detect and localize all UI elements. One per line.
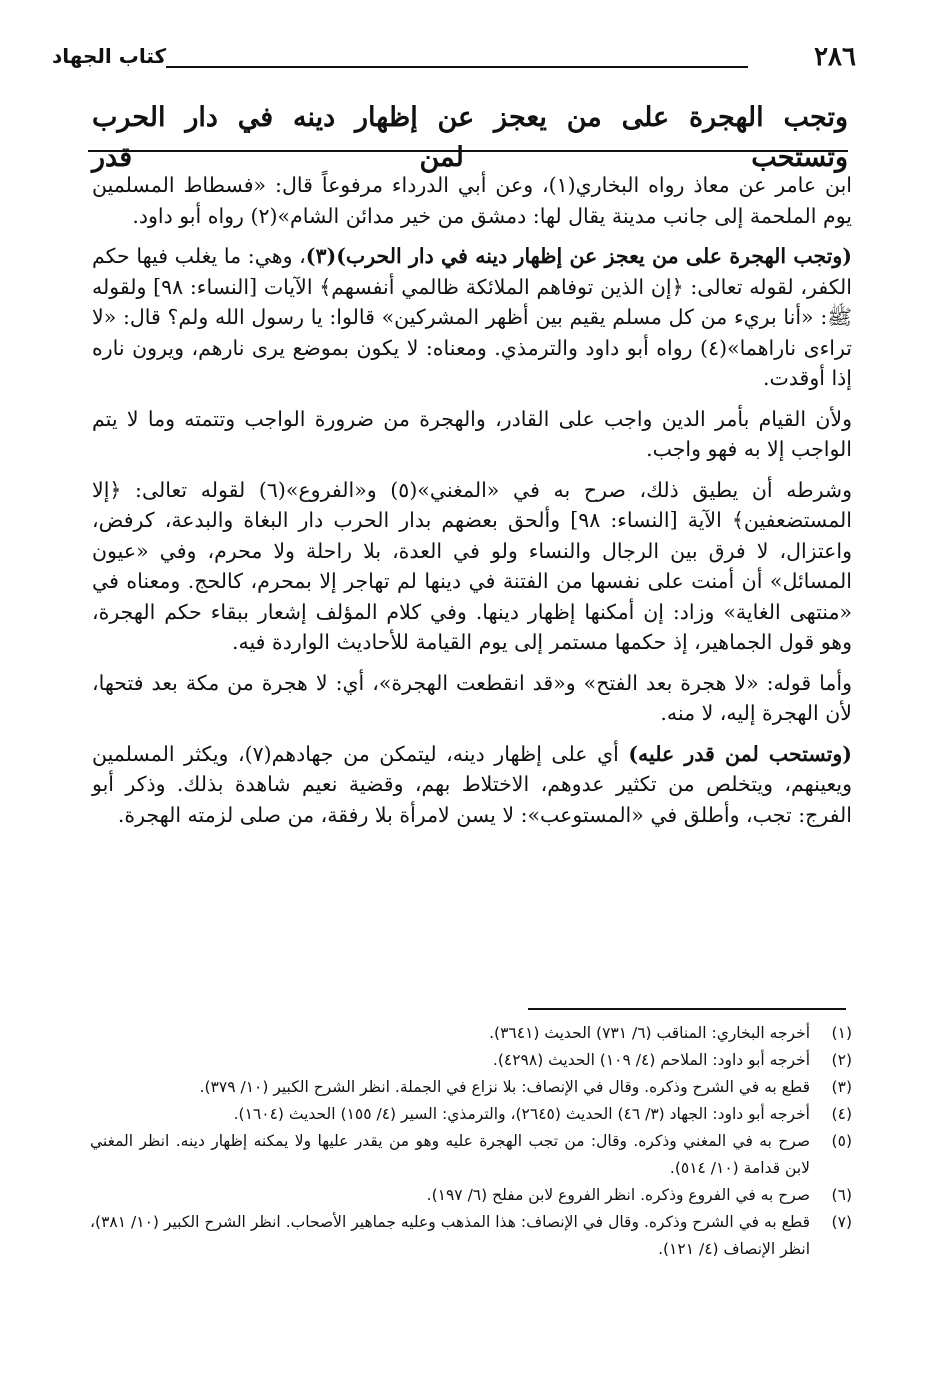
footnote-text: صرح به في الفروع وذكره. انظر الفروع لابن مفلح (٦/ ١٩٧). (426, 1186, 810, 1204)
footnote-text: صرح به في المغني وذكره. وقال: من تجب الهجرة عليه وهو من يقدر عليها ولا يمكنه إظهار دينه. انظر المغني لابن قدامة (١٠/ ٥١٤). (90, 1132, 810, 1177)
paragraph-text: ابن عامر عن معاذ رواه البخاري(١)، وعن أبي الدرداء مرفوعاً قال: «فسطاط المسلمين يوم الملحمة إلى جانب مدينة يقال لها: دمشق من خير مدائن الشام»(٢) رواه أبو داود. (92, 173, 852, 228)
book-title: كتاب الجهاد (52, 44, 167, 68)
paragraph-text: وأما قوله: «لا هجرة بعد الفتح» و«قد انقطعت الهجرة»، أي: لا هجرة من مكة بعد فتحها، لأن الهجرة إليه، لا منه. (92, 670, 852, 725)
footnote-item (90, 1209, 852, 1263)
page-header (50, 42, 856, 76)
footnote-item (90, 1182, 852, 1209)
matn-divider (88, 150, 848, 152)
footnote-number: (٥) (831, 1132, 852, 1150)
footnote-text: قطع به في الشرح وذكره. وقال في الإنصاف: هذا المذهب وعليه جماهير الأصحاب. انظر الشرح الكبير (١٠/ ٣٨١)، انظر الإنصاف (٤/ ١٢١). (90, 1213, 810, 1258)
footnote-number: (٤) (831, 1105, 852, 1123)
footnote-item (90, 1047, 852, 1074)
page-number: ٢٨٦ (814, 42, 856, 72)
footnote-number: (٧) (831, 1213, 852, 1231)
header-rule (166, 66, 748, 68)
footnote-item (90, 1020, 852, 1047)
footnote-number: (٣) (831, 1078, 852, 1096)
paragraph-3 (92, 404, 852, 465)
paragraph-4 (92, 475, 852, 658)
paragraph-bold-lead: (وتجب الهجرة على من يعجز عن إظهار دينه في دار الحرب)(٣) (305, 244, 852, 268)
paragraph-text: ولأن القيام بأمر الدين واجب على القادر، والهجرة من ضرورة الواجب وتتمته وما لا يتم الواجب إلا به فهو واجب. (92, 406, 852, 461)
footnote-item (90, 1074, 852, 1101)
footnote-item (90, 1128, 852, 1182)
footnote-number: (٦) (831, 1186, 852, 1204)
paragraph-text: وشرطه أن يطيق ذلك، صرح به في «المغني»(٥) و«الفروع»(٦) لقوله تعالى: ﴿إلا المستضعفين﴾ الآية [النساء: ٩٨] وألحق بعضهم بدار الحرب دار البغاة والبدعة، كرفض، واعتزال، لا فرق بين الرجال والنساء ولو في العدة، بلا راحلة ولا محرم، وفي «عيون المسائل» أن أمنت على نفسها من الفتنة في دينها لم تهاجر إلا بمحرم، كالحج. ومعناه في «منتهى الغاية» وزاد: إن أمكنها إظهار دينها. وفي كلام المؤلف إشعار ببقاء حكم الهجرة، وهو قول الجماهير، إذ حكمها مستمر إلى يوم القيامة للأحاديث الواردة فيه. (92, 477, 852, 654)
paragraph-text: أي على إظهار دينه، ليتمكن من جهادهم(٧)، ويكثر المسلمين ويعينهم، ويتخلص من تكثير عدوهم، الاختلاط بهم، وقضية نعيم شاهدة بذلك. وذكر أبو الفرج: تجب، وأطلق في «المستوعب»: لا يسن لامرأة بلا رفقة، من صلى لزمته الهجرة. (92, 741, 852, 827)
footnote-number: (١) (831, 1024, 852, 1042)
paragraph-5 (92, 668, 852, 729)
footnote-item (90, 1101, 852, 1128)
footnote-text: أخرجه البخاري: المناقب (٦/ ٧٣١) الحديث (٣٦٤١). (489, 1024, 810, 1042)
footnote-text: أخرجه أبو داود: الملاحم (٤/ ١٠٩) الحديث (٤٢٩٨). (492, 1051, 810, 1069)
paragraph-bold-lead: (وتستحب لمن قدر عليه) (628, 741, 852, 766)
paragraph-text: ، وهي: ما يغلب فيها حكم الكفر، لقوله تعالى: ﴿إن الذين توفاهم الملائكة ظالمي أنفسهم﴾ الآيات [النساء: ٩٨] ولقوله ﷺ: «أنا بريء من كل مسلم يقيم بين أظهر المشركين» قالوا: يا رسول الله ولم؟ قال: «لا تراءى ناراهما»(٤) رواه أبو داود والترمذي. ومعناه: لا يكون بموضع يرى نارهم، ويرون ناره إذا أوقدت. (92, 244, 852, 390)
paragraph-6 (92, 739, 852, 831)
footnotes (90, 1020, 852, 1263)
footnote-text: قطع به في الشرح وذكره. وقال في الإنصاف: بلا نزاع في الجملة. انظر الشرح الكبير (١٠/ ٣٧٩). (199, 1078, 810, 1096)
footnote-number: (٢) (831, 1051, 852, 1069)
commentary-body (92, 170, 852, 840)
paragraph-2 (92, 241, 852, 394)
footnote-divider (528, 1008, 846, 1010)
matn-text: وتجب الهجرة على من يعجز عن إظهار دينه في دار الحرب وتستحب لمن قدر (92, 102, 848, 173)
paragraph-1 (92, 170, 852, 231)
footnote-text: أخرجه أبو داود: الجهاد (٣/ ٤٦) الحديث (٢٦٤٥)، والترمذي: السير (٤/ ١٥٥) الحديث (١٦٠٤). (233, 1105, 810, 1123)
